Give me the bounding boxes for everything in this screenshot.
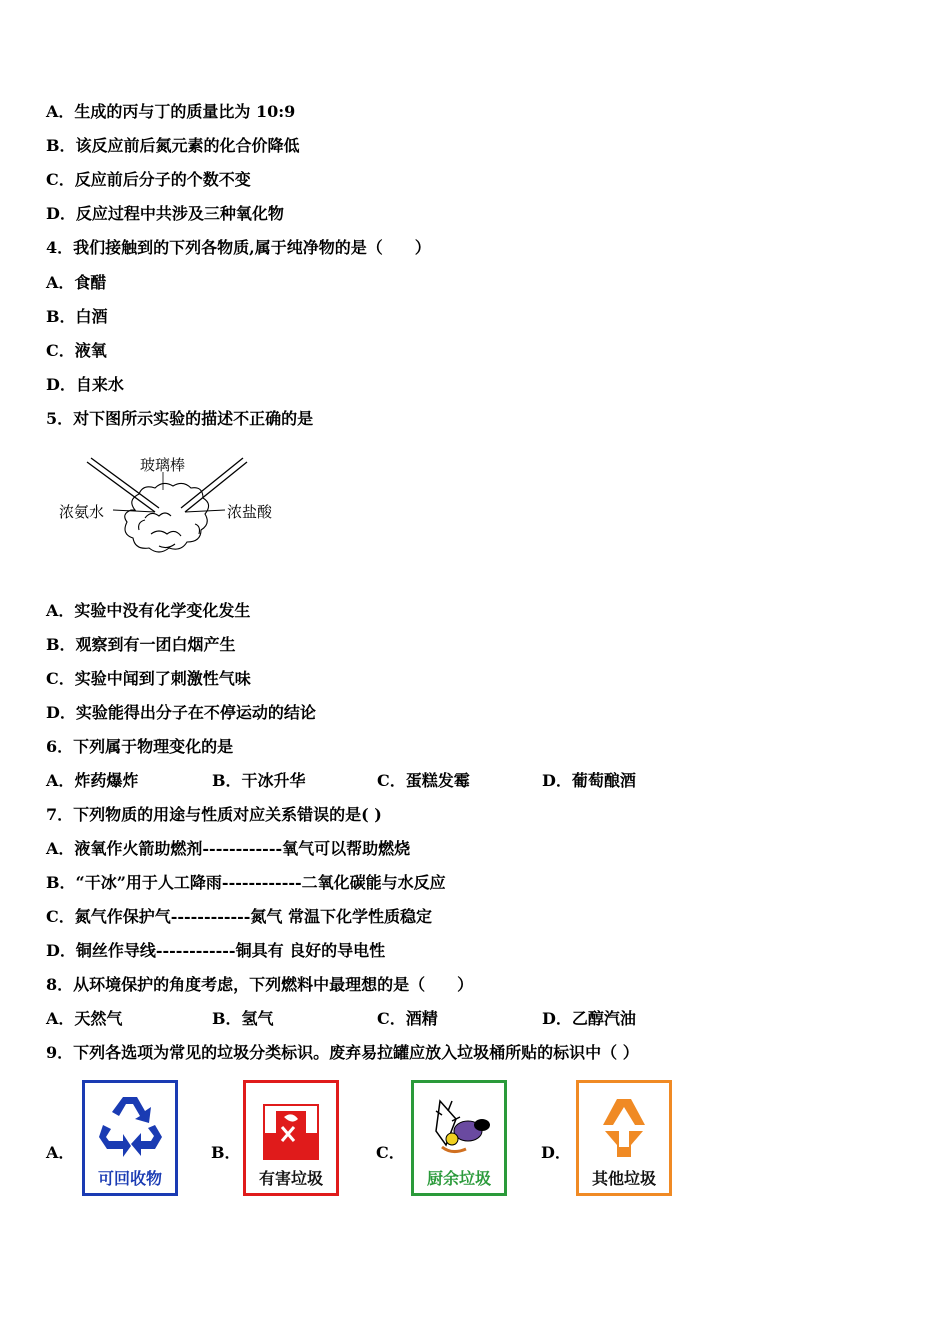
q4-option-b: B．白酒 <box>46 307 108 326</box>
hazardous-sign <box>243 1080 339 1196</box>
other-waste-icon <box>587 1091 661 1161</box>
kitchen-waste-caption: 厨余垃圾 <box>426 1169 491 1188</box>
q6-option-b: B．干冰升华 <box>212 771 306 790</box>
q8-option-b: B．氢气 <box>212 1009 274 1028</box>
q7-stem: 7．下列物质的用途与性质对应关系错误的是( ) <box>46 805 382 824</box>
q5-stem: 5．对下图所示实验的描述不正确的是 <box>46 409 314 428</box>
q3-option-b: B．该反应前后氮元素的化合价降低 <box>46 136 300 155</box>
recycle-icon <box>93 1091 167 1161</box>
q9-option-a-letter: A． <box>46 1143 75 1162</box>
q6-option-a: A．炸药爆炸 <box>46 771 139 790</box>
q8-option-d: D．乙醇汽油 <box>542 1009 636 1028</box>
smoke-cloud <box>125 483 209 552</box>
other-waste-caption: 其他垃圾 <box>591 1169 656 1188</box>
kitchen-waste-sign <box>411 1080 507 1196</box>
q7-option-d: D．铜丝作导线------------铜具有 良好的导电性 <box>46 941 386 960</box>
q7-option-a: A．液氧作火箭助燃剂------------氧气可以帮助燃烧 <box>46 839 411 858</box>
q7-option-b: B．“干冰”用于人工降雨------------二氧化碳能与水反应 <box>46 873 446 892</box>
q5-option-c: C．实验中闻到了刺激性气味 <box>46 669 251 688</box>
q4-option-a: A．食醋 <box>46 273 107 292</box>
recyclable-caption: 可回收物 <box>97 1169 162 1188</box>
q9-option-c-letter: C． <box>376 1143 405 1162</box>
q6-option-d: D．葡萄酿酒 <box>542 771 636 790</box>
q8-option-a: A．天然气 <box>46 1009 123 1028</box>
hazardous-caption: 有害垃圾 <box>258 1169 323 1188</box>
q5-option-a: A．实验中没有化学变化发生 <box>46 601 251 620</box>
other-waste-sign <box>576 1080 672 1196</box>
q9-option-d-letter: D． <box>541 1143 571 1162</box>
q3-option-d: D．反应过程中共涉及三种氧化物 <box>46 204 284 223</box>
label-ammonia: 浓氨水 <box>59 503 105 521</box>
q3-option-c: C．反应前后分子的个数不变 <box>46 170 251 189</box>
label-glass-rod: 玻璃棒 <box>140 456 186 474</box>
q3-option-a: A．生成的丙与丁的质量比为 10:9 <box>46 102 296 121</box>
q4-option-d: D．自来水 <box>46 375 124 394</box>
label-hydrochloric-acid: 浓盐酸 <box>227 503 273 521</box>
q8-option-c: C．酒精 <box>377 1009 438 1028</box>
q5-option-b: B．观察到有一团白烟产生 <box>46 635 236 654</box>
q9-option-b-letter: B． <box>211 1143 241 1162</box>
experiment-diagram <box>55 450 295 575</box>
q8-stem: 8．从环境保护的角度考虑，下列燃料中最理想的是（ ） <box>46 975 474 994</box>
q4-option-c: C．液氧 <box>46 341 107 360</box>
q5-option-d: D．实验能得出分子在不停运动的结论 <box>46 703 316 722</box>
hazard-icon <box>254 1091 328 1161</box>
recyclable-sign <box>82 1080 178 1196</box>
q6-stem: 6．下列属于物理变化的是 <box>46 737 234 756</box>
food-waste-icon <box>422 1091 496 1161</box>
q4-stem: 4．我们接触到的下列各物质,属于纯净物的是（ ） <box>46 238 431 257</box>
q7-option-c: C．氮气作保护气------------氮气 常温下化学性质稳定 <box>46 907 432 926</box>
q6-option-c: C．蛋糕发霉 <box>377 771 470 790</box>
q9-stem: 9．下列各选项为常见的垃圾分类标识。废弃易拉罐应放入垃圾桶所贴的标识中（ ） <box>46 1043 639 1062</box>
